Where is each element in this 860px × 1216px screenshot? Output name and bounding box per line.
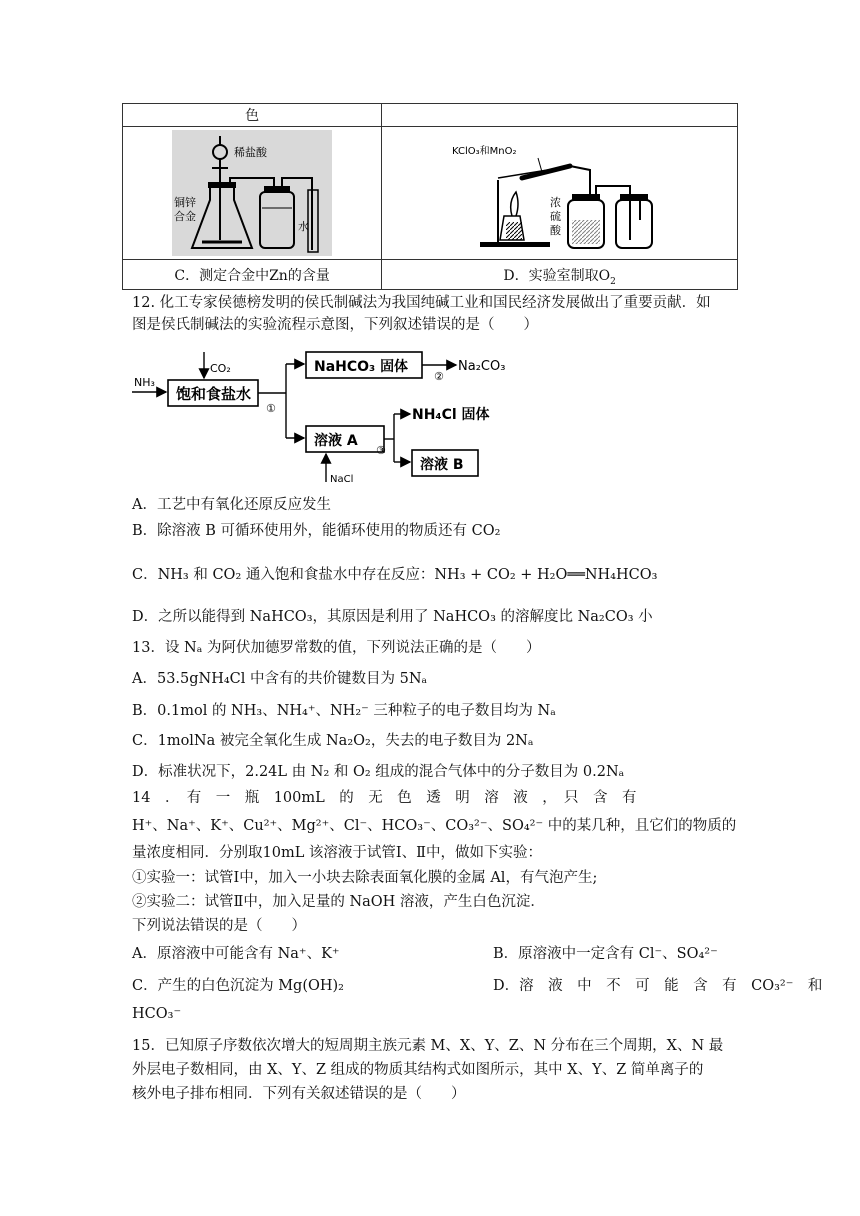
caption-d-text: D．实验室制取O — [503, 267, 611, 284]
q14-option-d: D．溶 液 中 不 可 能 含 有 CO₃²⁻ 和 — [493, 978, 823, 994]
label-kclo3: KClO₃和MnO₂ — [451, 146, 517, 157]
q13-option-c: C．1molNa 被完全氧化生成 Na₂O₂，失去的电子数目为 2Nₐ — [132, 733, 534, 749]
q12-option-c: C．NH₃ 和 CO₂ 通入饱和食盐水中存在反应：NH₃ + CO₂ + H₂O══NH₄HCO₃ — [132, 567, 658, 583]
q13-option-d: D．标准状况下，2.24L 由 N₂ 和 O₂ 组成的混合气体中的分子数目为 0.2Nₐ — [132, 764, 625, 780]
q14-line2: H⁺、Na⁺、K⁺、Cu²⁺、Mg²⁺、Cl⁻、HCO₃⁻、CO₃²⁻、SO₄²⁻ 中的某几种，且它们的物质的 — [132, 818, 737, 834]
q15-line2: 外层电子数相同，由 X、Y、Z 组成的物质其结构式如图所示，其中 X、Y、Z 简单离子的 — [132, 1062, 704, 1078]
table-header-right — [382, 104, 738, 127]
apparatus-d-cell — [382, 127, 738, 260]
q12-stem-line1: 12. 化工专家侯德榜发明的侯氏制碱法为我国纯碱工业和国民经济发展做出了重要贡献．如 — [132, 295, 711, 311]
q13-option-a: A．53.5gNH₄Cl 中含有的共价键数目为 5Nₐ — [132, 671, 428, 687]
flow-nacl: NaCl — [330, 474, 354, 485]
label-acid-3: 酸 — [549, 224, 561, 237]
apparatus-table — [122, 103, 738, 290]
table-header-left: 色 — [123, 104, 382, 127]
flow-solution-b: 溶液 B — [420, 457, 464, 473]
apparatus-d-figure — [450, 130, 670, 256]
q14-option-d-cont: HCO₃⁻ — [132, 1006, 182, 1022]
label-hcl: 稀盐酸 — [234, 146, 268, 159]
q12-stem-line2: 图是侯氏制碱法的实验流程示意图，下列叙述错误的是（ ） — [132, 317, 538, 333]
q14-option-a: A．原溶液中可能含有 Na⁺、K⁺ — [132, 946, 340, 962]
q12-option-d: D．之所以能得到 NaHCO₃，其原因是利用了 NaHCO₃ 的溶解度比 Na₂CO₃ 小 — [132, 609, 653, 625]
q14-line5: ②实验二：试管Ⅱ中，加入足量的 NaOH 溶液，产生白色沉淀． — [132, 894, 545, 910]
apparatus-c-cell — [123, 127, 382, 260]
q14-option-c: C．产生的白色沉淀为 Mg(OH)₂ — [132, 978, 344, 994]
label-acid-1: 浓 — [549, 196, 561, 209]
q15-line1: 15．已知原子序数依次增大的短周期主族元素 M、X、Y、Z、N 分布在三个周期，X、N 最 — [132, 1038, 724, 1054]
q15-line3: 核外电子排布相同．下列有关叙述错误的是（ ） — [132, 1086, 466, 1102]
flow-co2: CO₂ — [210, 362, 231, 375]
caption-c: C．测定合金中Zn的含量 — [123, 260, 382, 290]
label-water: 水 — [298, 220, 310, 233]
q14-line3: 量浓度相同．分别取10mL 该溶液于试管Ⅰ、Ⅱ中，做如下实验： — [132, 845, 543, 861]
flow-nahco3: NaHCO₃ 固体 — [314, 359, 409, 375]
q13-option-b: B．0.1mol 的 NH₃、NH₄⁺、NH₂⁻ 三种粒子的电子数目均为 Nₐ — [132, 703, 556, 719]
q14-option-b: B．原溶液中一定含有 Cl⁻、SO₄²⁻ — [493, 946, 718, 962]
q12-option-b: B．除溶液 B 可循环使用外，能循环使用的物质还有 CO₂ — [132, 523, 501, 539]
q12-option-a: A．工艺中有氧化还原反应发生 — [132, 497, 331, 513]
label-acid-2: 硫 — [549, 210, 561, 223]
apparatus-c-figure — [172, 130, 332, 256]
q14-line1: 14 ． 有 一 瓶 100mL 的 无 色 透 明 溶 液 ， 只 含 有 — [132, 790, 637, 806]
q13-stem: 13．设 Nₐ 为阿伏加德罗常数的值，下列说法正确的是（ ） — [132, 640, 541, 656]
flow-brine: 饱和食盐水 — [176, 385, 252, 403]
q14-line6: 下列说法错误的是（ ） — [132, 918, 306, 934]
flow-step3: ③ — [376, 444, 386, 457]
q12-flow-diagram — [130, 342, 530, 488]
flow-nh4cl: NH₄Cl 固体 — [412, 407, 490, 423]
label-alloy-1: 铜锌 — [174, 196, 197, 209]
flow-na2co3: Na₂CO₃ — [458, 359, 506, 374]
label-alloy-2: 合金 — [174, 210, 197, 223]
flow-step1: ① — [266, 402, 276, 415]
caption-d-sub: 2 — [610, 276, 616, 287]
q14-line4: ①实验一：试管Ⅰ中，加入一小块去除表面氧化膜的金属 Al，有气泡产生; — [132, 870, 598, 886]
flow-step2: ② — [434, 370, 444, 383]
flow-nh3: NH₃ — [134, 376, 155, 389]
caption-d — [382, 260, 738, 290]
flow-solution-a: 溶液 A — [314, 433, 358, 449]
